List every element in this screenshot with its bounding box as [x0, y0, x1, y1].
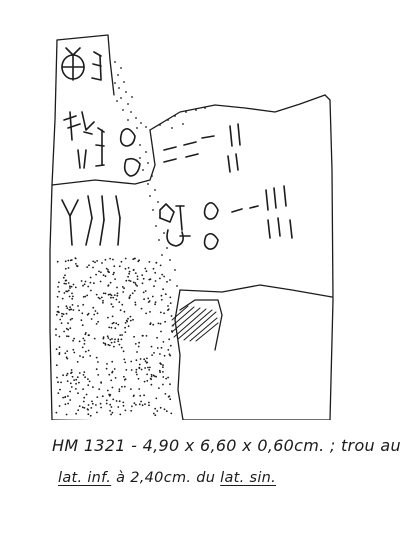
stippled-lower-left-area — [55, 257, 174, 416]
sign-ka — [64, 112, 94, 168]
tablet-id: HM 1321 — [52, 436, 126, 455]
caption-line-2 — [58, 470, 276, 486]
linear-a-signs — [62, 48, 292, 249]
sign-ladder-2 — [96, 128, 104, 166]
lat-inf-label: lat. inf. — [58, 470, 112, 486]
sign-ladder — [92, 52, 101, 80]
sign-oval — [121, 129, 140, 176]
caption-line-1 — [52, 436, 401, 455]
signs-row-2-ovals — [205, 203, 218, 249]
distance-label: à 2,40cm. du — [116, 470, 216, 486]
numerals-row-1 — [164, 124, 240, 172]
signs-row-2 — [62, 196, 190, 246]
hatched-damage-area — [172, 306, 218, 341]
sign-circle-cross — [62, 48, 84, 80]
numerals-row-2 — [232, 186, 292, 238]
lat-sin-label: lat. sin. — [220, 470, 277, 486]
tablet-dimensions: - 4,90 x 6,60 x 0,60cm. ; trou au — [131, 436, 401, 455]
stippled-break-upper — [114, 61, 206, 129]
